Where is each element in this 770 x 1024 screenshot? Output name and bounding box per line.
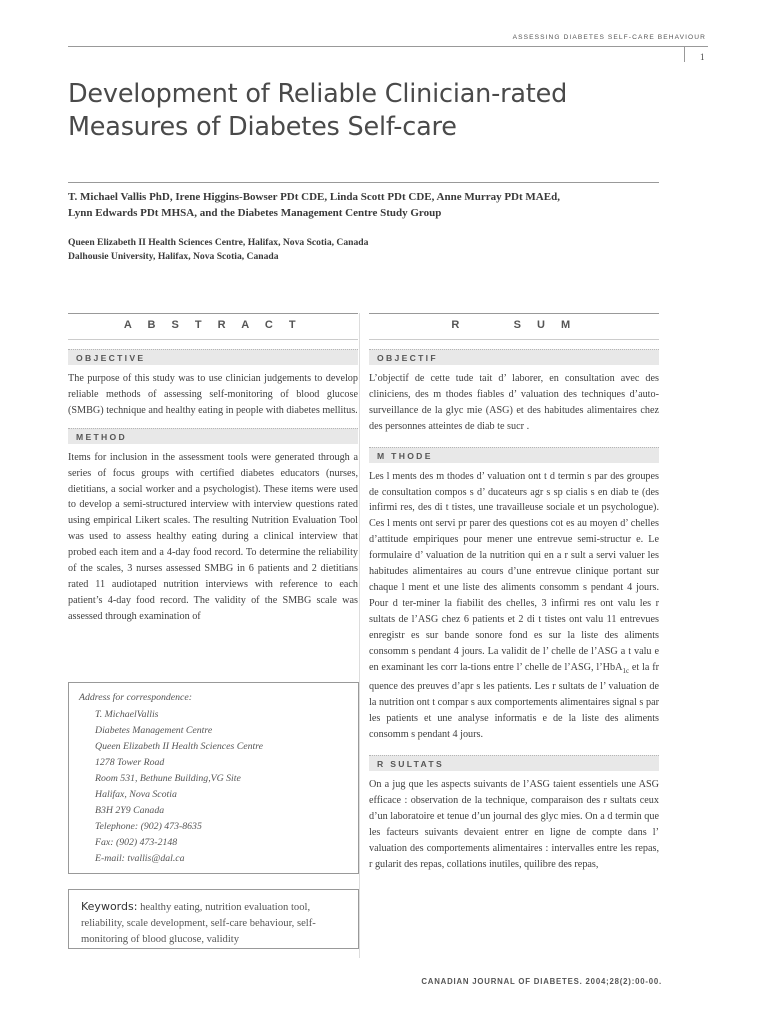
resume-objective-label: OBJECTIF: [369, 349, 659, 365]
abstract-column: [68, 313, 358, 625]
address-line: 1278 Tower Road: [95, 757, 165, 768]
article-title: [68, 78, 668, 144]
keywords-box: [68, 889, 359, 949]
column-divider: [359, 313, 360, 958]
authors-rule: [68, 182, 659, 183]
email-line: E-mail: tvallis@dal.ca: [95, 853, 185, 864]
keywords-text: healthy eating, nutrition evaluation tool, reliability, scale development, self-care behaviour, self-monitoring of blood glucose, validity: [81, 902, 316, 945]
resume-column: [369, 313, 659, 873]
abstract-objective-label: OBJECTIVE: [68, 349, 358, 365]
abstract-method-text: Items for inclusion in the assessment tools were generated through a series of focus groups with certified diabetes educators (nurses, dietitians, a social worker and a psychologist). These items were used to develop a semi-structured interview with interview questions rated using empirical Likert scales. The resulting Nutrition Evaluation Tool was used to assess healthy eating during a clinical interview that probed each item and a 4-day food record. To determine the reliability of the scales, 3 nurses assessed SMBG in 6 patients and 2 dietitians rated 11 audiotaped nutrition interviews with reference to each patient’s 4-day food record. The validity of the SMBG scale was assessed through examination of: [68, 451, 358, 622]
resume-method-part2: et la fr quence des preuves d’apr s les patients. Les r sultats de l’ valuation de la nutrition ont t compar s aux comportements alimentaires signal s par les patients et une analyse informatis e de la liste des aliments consomm s pendant 4 jours.: [369, 661, 659, 741]
abstract-method-label: METHOD: [68, 428, 358, 444]
title-line-1: Development of Reliable Clinician-rated: [68, 79, 568, 109]
telephone-line: Telephone: (902) 473-8635: [95, 821, 202, 832]
address-line: Queen Elizabeth II Health Sciences Centre: [95, 741, 264, 752]
address-line: T. MichaelVallis: [95, 709, 159, 720]
resume-objective-text: L’objectif de cette tude tait d’ laborer, en consultation avec des cliniciens, des m thodes fiables d’ valuation des techniques d’auto-surveillance de la glyc mie (ASG) et des habitudes alimentaires chez des personnes atteintes de diab te sucr .: [369, 373, 659, 432]
abstract-heading-rule: [68, 339, 358, 340]
hba1c-subscript: 1c: [622, 666, 630, 675]
address-line: Room 531, Bethune Building,VG Site: [95, 773, 241, 784]
resume-method-text: [369, 469, 659, 743]
address-line: B3H 2Y9 Canada: [95, 805, 165, 816]
header-rule: [68, 46, 708, 47]
abstract-heading: A B S T R A C T: [123, 319, 303, 331]
fax-line: Fax: (902) 473-2148: [95, 837, 178, 848]
journal-footer: CANADIAN JOURNAL OF DIABETES. 2004;28(2):00-00.: [421, 977, 662, 986]
resume-results-label: R SULTATS: [369, 755, 659, 771]
address-line: Diabetes Management Centre: [95, 725, 213, 736]
affiliation-2: Dalhousie University, Halifax, Nova Scotia, Canada: [68, 250, 279, 262]
author-list: [68, 189, 668, 221]
address-line: Halifax, Nova Scotia: [95, 789, 177, 800]
abstract-objective-text: The purpose of this study was to use clinician judgements to develop reliable methods of assessing self-monitoring of blood glucose (SMBG) technique and healthy eating in people with diabetes mellitus.: [68, 373, 358, 416]
affiliations: [68, 236, 668, 263]
running-head: ASSESSING DIABETES SELF-CARE BEHAVIOUR: [512, 34, 706, 41]
resume-method-part1: Les l ments des m thodes d’ valuation ont t d termin s par des groupes de consultation compos s d’ ducateurs agr s sp cialis s en diab te (des infirmi res, des di t tistes, une travailleuse sociale et un psychologue). Ces l ments ont servi pr parer des questions cot es au moyen d’ chelles d’attitude empiriques pour mener une entrevue semi-structur e. Le formulaire d’ valuation de la nutrition qui en a r sult a servi valuer les habitudes alimentaires au cours d’une entrevue clinique portant sur chaque l ment et une liste des aliments consomm s pendant 4 jours. Pour d ter-miner la fiabilit des chelles, 3 infirmi res ont valu les r sultats de l’ASG chez 6 patients et 2 di t tistes ont valu 11 entrevues enregistr es sur bande sonore fond es sur la liste des aliments consomm s pendant 4 jours. La validit de l’ chelle de l’ASG a t valu e en examinant les corr la-tions entre l’ chelle de l’ASG, l’HbA: [369, 470, 659, 673]
keywords-label: Keywords:: [81, 900, 138, 913]
correspondence-box: [68, 682, 359, 874]
resume-method-label: M THODE: [369, 447, 659, 463]
authors-line-1: T. Michael Vallis PhD, Irene Higgins-Bowser PDt CDE, Linda Scott PDt CDE, Anne Murray PDt MAEd,: [68, 191, 560, 203]
page-number-tick: [684, 46, 685, 62]
page-number: 1: [700, 52, 705, 62]
authors-line-2: Lynn Edwards PDt MHSA, and the Diabetes Management Centre Study Group: [68, 207, 442, 219]
resume-results-text: On a jug que les aspects suivants de l’ASG taient essentiels une ASG efficace : observation de la technique, comparaison des r sultats ceux d’un laboratoire et tenue d’un journal des glyc mies. On a d termin que les facteurs suivants devaient entrer en ligne de compte dans l’ valuation des comportements alimentaires : intervalles entre les repas, r gularit des repas, collations inutiles, quilibre des repas,: [369, 779, 659, 870]
resume-heading: R S U M: [451, 319, 577, 331]
resume-heading-rule: [369, 339, 659, 340]
affiliation-1: Queen Elizabeth II Health Sciences Centre, Halifax, Nova Scotia, Canada: [68, 237, 369, 248]
correspondence-title: Address for correspondence:: [79, 692, 193, 703]
title-line-2: Measures of Diabetes Self-care: [68, 112, 457, 142]
